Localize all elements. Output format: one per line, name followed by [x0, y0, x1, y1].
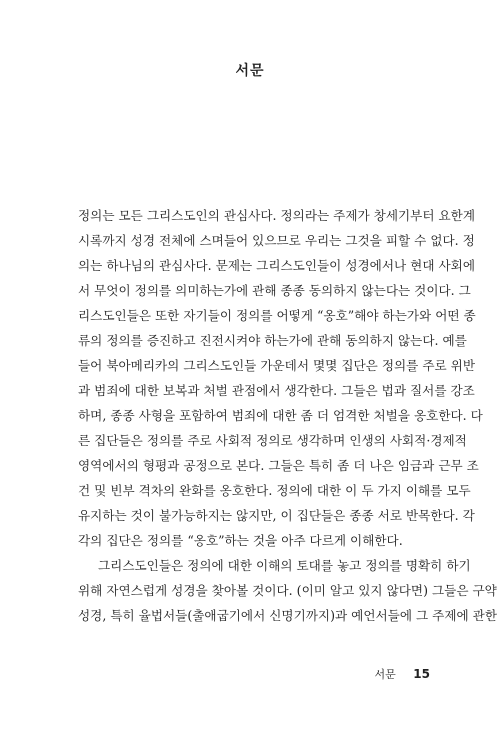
text-line: 의는 하나님의 관심사다. 문제는 그리스도인들이 성경에서나 현대 사회에 — [78, 258, 475, 273]
text-line: 위해 자연스럽게 성경을 찾아볼 것이다. (이미 알고 있지 않다면) 그들은 구약 — [78, 583, 497, 598]
text-line: 들어 북아메리카의 그리스도인들 가운데서 몇몇 집단은 정의를 주로 위반 — [78, 358, 475, 373]
text-line: 과 범죄에 대한 보복과 처벌 관점에서 생각한다. 그들은 법과 질서를 강조 — [78, 383, 475, 398]
body-text — [78, 203, 497, 628]
page-number: 15 — [413, 667, 430, 681]
page-footer — [375, 666, 430, 682]
text-line: 각의 집단은 정의를 “옹호”하는 것을 아주 다르게 이해한다. — [78, 533, 403, 548]
footer-section-title: 서문 — [374, 668, 396, 681]
text-line: 정의는 모든 그리스도인의 관심사다. 정의라는 주제가 창세기부터 요한계 — [78, 208, 475, 223]
text-line: 서 무엇이 정의를 의미하는가에 관해 종종 동의하지 않는다는 것이다. 그 — [78, 283, 471, 298]
text-line: 하며, 종종 사형을 포함하여 범죄에 대한 좀 더 엄격한 처벌을 옹호한다. 다 — [78, 408, 483, 423]
text-line: 유지하는 것이 불가능하지는 않지만, 이 집단들은 종종 서로 반목한다. 각 — [78, 508, 475, 523]
text-line: 건 및 빈부 격차의 완화를 옹호한다. 정의에 대한 이 두 가지 이해를 모두 — [78, 483, 471, 498]
text-line: 른 집단들은 정의를 주로 사회적 정의로 생각하며 인생의 사회적·경제적 — [78, 433, 467, 448]
text-line: 리스도인들은 또한 자기들이 정의를 어떻게 “옹호”해야 하는가와 어떤 종 — [78, 308, 476, 323]
text-line: 그리스도인들은 정의에 대한 이해의 토대를 놓고 정의를 명확히 하기 — [98, 558, 471, 573]
text-line: 성경, 특히 율법서들(출애굽기에서 신명기까지)과 예언서들에 그 주제에 관한 — [78, 608, 497, 623]
text-line: 류의 정의를 증진하고 진전시켜야 하는가에 관해 동의하지 않는다. 예를 — [78, 333, 467, 348]
text-line: 시록까지 성경 전체에 스며들어 있으므로 우리는 그것을 피할 수 없다. 정 — [78, 233, 475, 248]
text-line: 영역에서의 형평과 공정으로 본다. 그들은 특히 좀 더 나은 임금과 근무 조 — [78, 458, 479, 473]
page-heading: 서문 — [235, 63, 265, 79]
